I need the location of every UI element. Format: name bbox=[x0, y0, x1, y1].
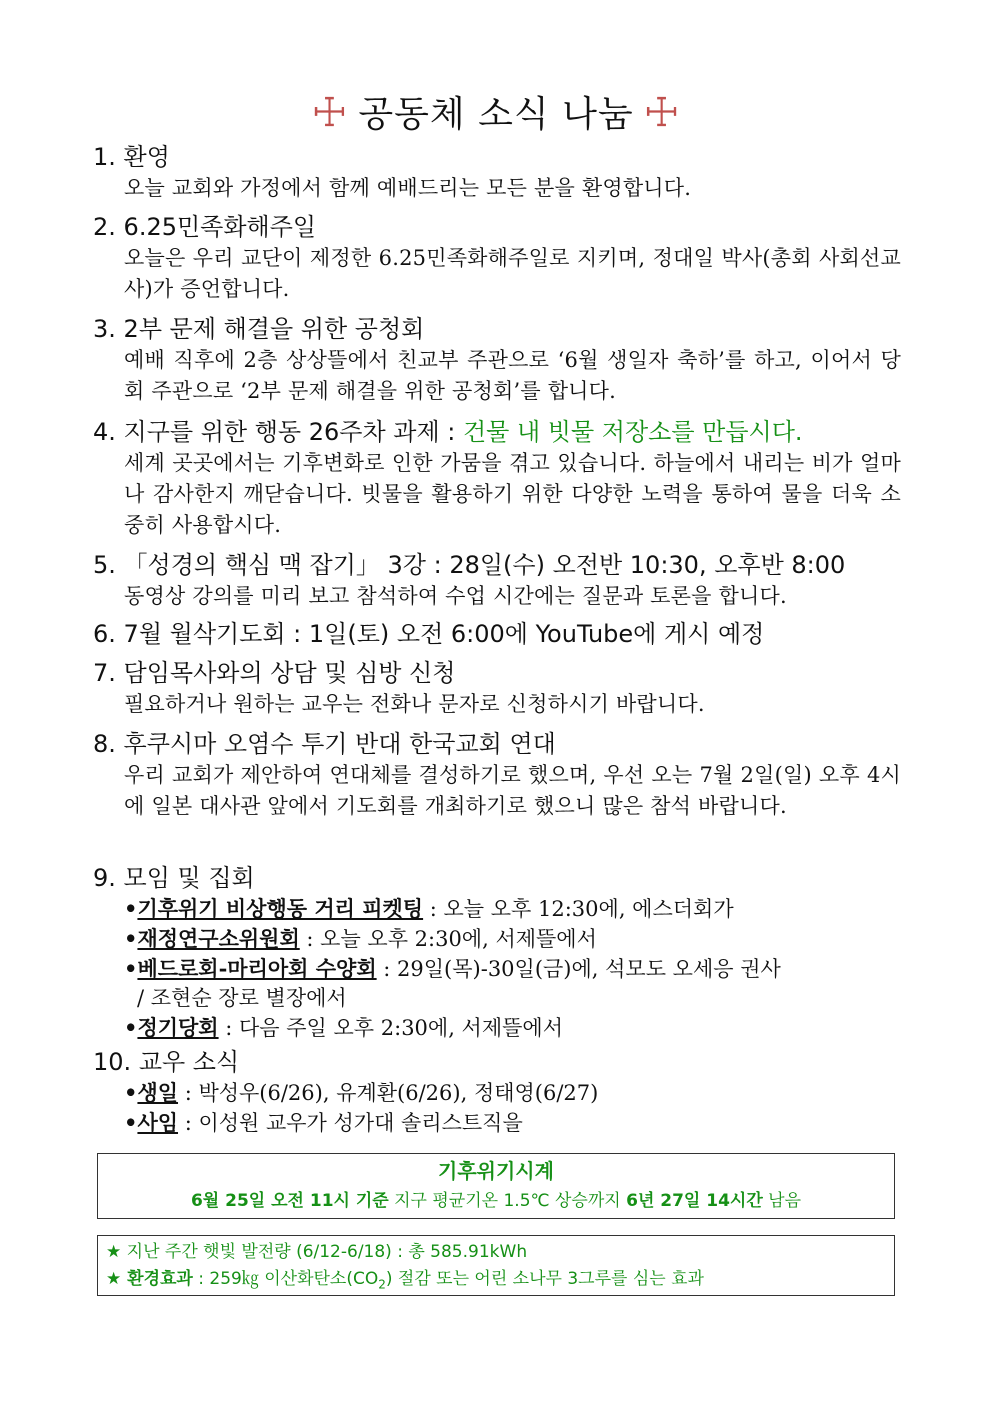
star-icon: ★ bbox=[106, 1269, 122, 1289]
news-item-reconciliation-sunday bbox=[93, 211, 901, 305]
solar-output-line: ★ 지난 주간 햇빛 발전량 (6/12-6/18) : 총 585.91kWh bbox=[106, 1242, 528, 1262]
item-heading: 9. 모임 및 집회 bbox=[93, 864, 255, 892]
star-icon: ★ bbox=[106, 1242, 122, 1262]
news-item-earth-action bbox=[93, 416, 901, 541]
item-body: 필요하거나 원하는 교우는 전화나 문자로 신청하시기 바랍니다. bbox=[124, 692, 705, 716]
item-heading: 8. 후쿠시마 오염수 투기 반대 한국교회 연대 bbox=[93, 730, 556, 758]
page-title bbox=[0, 88, 992, 140]
list-item-continuation: / 조현순 장로 별장에서 bbox=[137, 986, 347, 1010]
news-item-meetings bbox=[93, 862, 901, 1043]
solar-power-box bbox=[97, 1235, 895, 1296]
list-item: •기후위기 비상행동 거리 피켓팅 : 오늘 오후 12:30에, 에스더회가 bbox=[124, 896, 734, 921]
list-item: •재정연구소위원회 : 오늘 오후 2:30에, 서제뜰에서 bbox=[124, 926, 597, 951]
item-heading: 6. 7월 월삭기도회 : 1일(토) 오전 6:00에 YouTube에 게시 예정 bbox=[93, 620, 765, 648]
item-body: 우리 교회가 제안하여 연대체를 결성하기로 했으며, 우선 오는 7월 2일(일) 오후 4시에 일본 대사관 앞에서 기도회를 개최하기로 했으니 많은 참석 바랍니다. bbox=[124, 763, 901, 818]
news-item-public-hearing bbox=[93, 313, 901, 407]
item-heading: 3. 2부 문제 해결을 위한 공청회 bbox=[93, 315, 425, 343]
item-heading: 4. 지구를 위한 행동 26주차 과제 : 건물 내 빗물 저장소를 만듭시다. bbox=[93, 418, 803, 446]
news-item-member-news bbox=[93, 1046, 901, 1138]
news-item-fukushima bbox=[93, 728, 901, 822]
item-heading: 7. 담임목사와의 상담 및 심방 신청 bbox=[93, 659, 456, 687]
item-body: 세계 곳곳에서는 기후변화로 인한 가뭄을 겪고 있습니다. 하늘에서 내리는 비가 얼마나 감사한지 깨닫습니다. 빗물을 활용하기 위한 다양한 노력을 통하여 물을 더욱 소중히 사용합시다. bbox=[124, 451, 901, 537]
list-item: •베드로회-마리아회 수양회 : 29일(목)-30일(금)에, 석모도 오세응 권사 bbox=[124, 956, 781, 981]
item-body: 오늘은 우리 교단이 제정한 6.25민족화해주일로 지키며, 정대일 박사(총회 사회선교사)가 증언합니다. bbox=[124, 246, 901, 301]
item-heading: 1. 환영 bbox=[93, 143, 170, 171]
title-text: 공동체 소식 나눔 bbox=[358, 94, 634, 135]
item-heading: 5. 「성경의 핵심 맥 잡기」 3강 : 28일(수) 오전반 10:30, 오후반 8:00 bbox=[93, 551, 846, 579]
news-item-monthly-prayer bbox=[93, 618, 901, 650]
list-item: •정기당회 : 다음 주일 오후 2:30에, 서제뜰에서 bbox=[124, 1015, 563, 1040]
climate-clock-line: 6월 25일 오전 11시 기준 지구 평균기온 1.5℃ 상승까지 6년 27일 14시간 남음 bbox=[190, 1191, 802, 1211]
item-heading: 10. 교우 소식 bbox=[93, 1048, 240, 1076]
cross-icon: ☩ bbox=[643, 90, 681, 136]
cross-icon: ☩ bbox=[311, 90, 349, 136]
item-body: 예배 직후에 2층 상상뜰에서 친교부 주관으로 ‘6월 생일자 축하’를 하고, 이어서 당회 주관으로 ‘2부 문제 해결을 위한 공청회’를 합니다. bbox=[124, 348, 901, 403]
news-item-counseling bbox=[93, 657, 901, 720]
item-body: 동영상 강의를 미리 보고 참석하여 수업 시간에는 질문과 토론을 합니다. bbox=[124, 584, 787, 608]
news-item-welcome bbox=[93, 141, 901, 204]
climate-clock-title: 기후위기시계 bbox=[438, 1159, 554, 1183]
climate-clock-box bbox=[97, 1153, 895, 1219]
list-item: •사임 : 이성원 교우가 성가대 솔리스트직을 bbox=[124, 1110, 523, 1135]
solar-effect-line: ★ 환경효과 : 259㎏ 이산화탄소$(CO_2)$ 절감 또는 어린 소나무 3그루를 심는 효과 bbox=[106, 1269, 704, 1292]
task-highlight: 건물 내 빗물 저장소를 만듭시다. bbox=[462, 418, 803, 446]
list-item: •생일 : 박성우(6/26), 유계환(6/26), 정태영(6/27) bbox=[124, 1080, 599, 1105]
news-item-bible-lecture bbox=[93, 549, 901, 612]
item-body: 오늘 교회와 가정에서 함께 예배드리는 모든 분을 환영합니다. bbox=[124, 176, 692, 200]
item-heading: 2. 6.25민족화해주일 bbox=[93, 213, 317, 241]
